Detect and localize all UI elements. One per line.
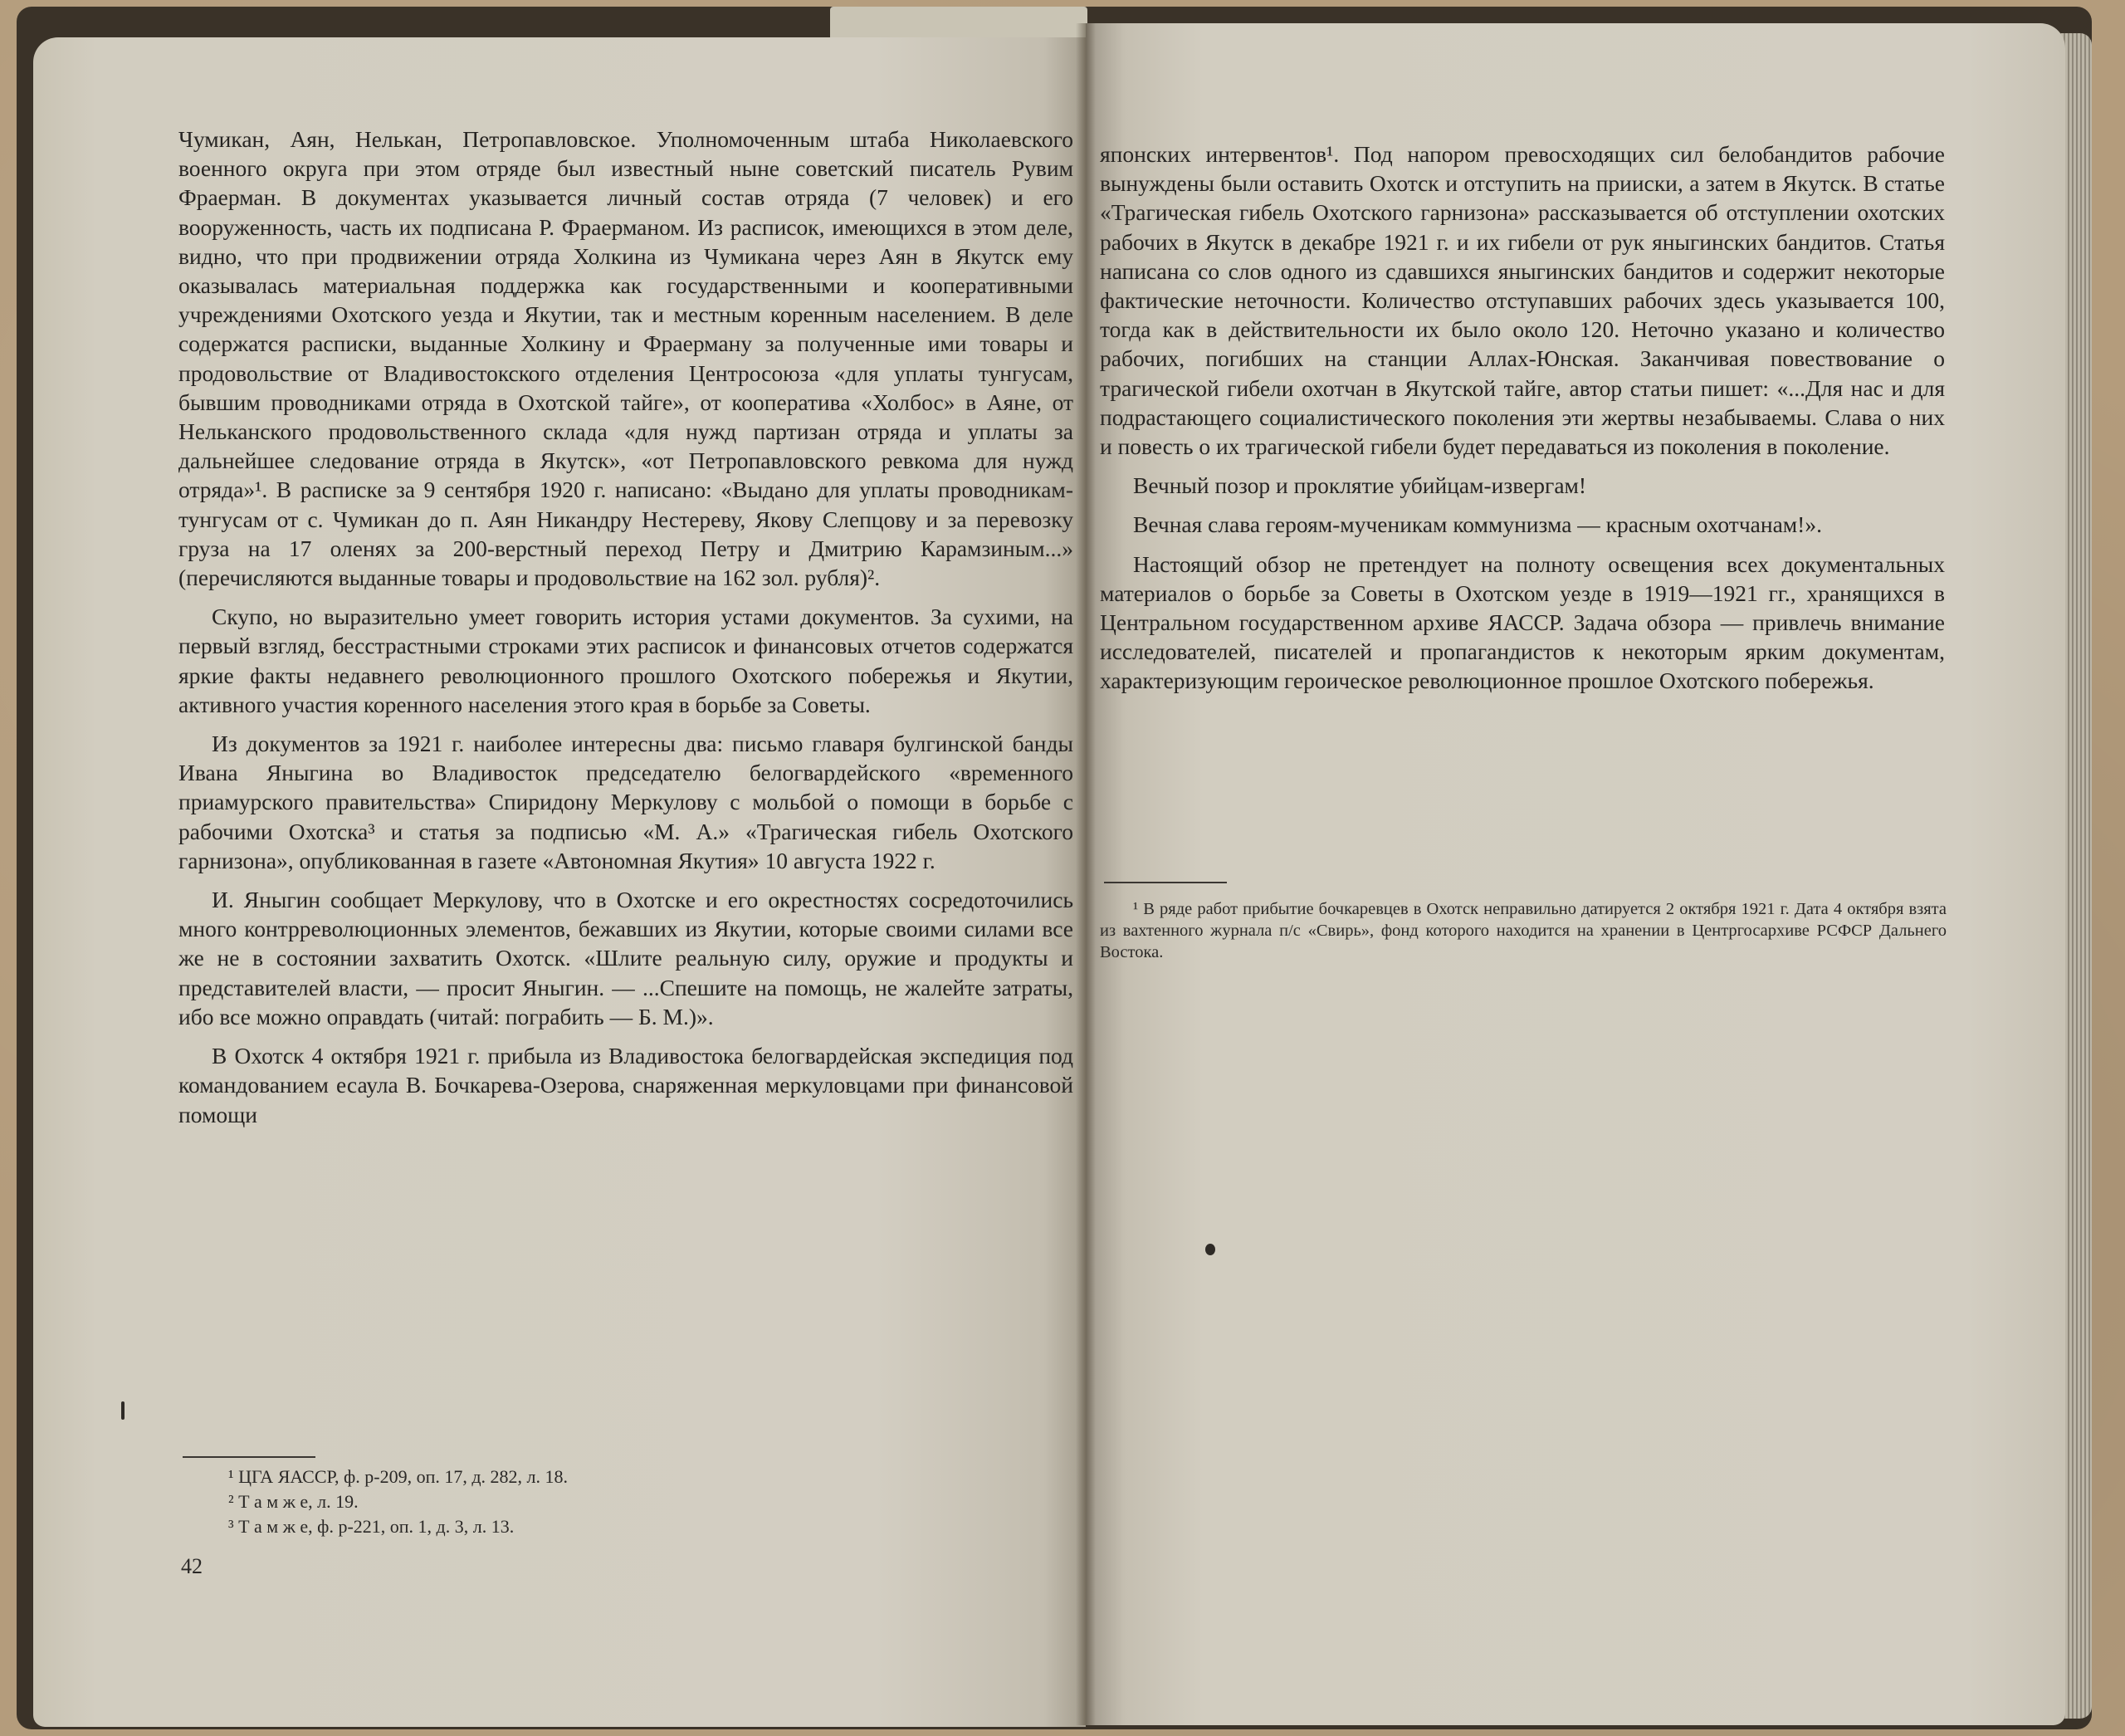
right-paragraph-4: Настоящий обзор не претендует на полноту освещения всех документальных материалов о борьбе за Советы в Охотском уезде в 1919—1921 гг., хранящихся в Центральном государственном архиве ЯАССР. Задача обзора — привлечь внимание исследователей, писателей и пропагандистов к некоторым ярким документам, характеризующим героическое революционное прошлое Охотского побережья. <box>1100 550 1945 694</box>
book-gutter <box>1076 23 1096 1725</box>
pencil-mark <box>121 1401 125 1420</box>
left-paragraph-1: Чумикан, Аян, Нелькан, Петропавловское. Уполномоченным штаба Николаевского военного округа при этом отряде был известный ныне советский писатель Рувим Фраерман. В документах указывается личный состав отряда (7 человек) и его вооруженность, часть их подписана Р. Фраерманом. Из расписок, имеющихся в этом деле, видно, что при продвижении отряда Холкина из Чумикана через Аян в Якутск ему оказывалась материальная поддержка как государственными и кооперативными учреждениями Охотского уезда и Якутии, так и местным коренным населением. В деле содержатся расписки, выданные Холкину и Фраерману за полученные ими товары и продовольствие от Владивостокского отделения Центросоюза «для уплаты тунгусам, бывшим проводниками отряда в Охотской тайге», от кооператива «Холбос» в Аяне, от Нельканского продовольственного склада «для нужд партизан отряда и уплаты за дальнейшее следование отряда в Якутск», «от Петропавловского ревкома для нужд отряда»¹. В расписке за 9 сентября 1920 г. написано: «Выдано для уплаты проводникам-тунгусам от с. Чумикан до п. Аян Никандру Нестереву, Якову Слепцову и за перевозку груза на 17 оленях за 200-верстный переход Петру и Дмитрию Карамзиным...» (перечисляются выданные товары и продовольствие на 162 зол. рубля)². <box>178 126 1073 591</box>
left-footnote-2: ² Т а м ж е, л. 19. <box>228 1491 359 1512</box>
left-paragraph-3: Из документов за 1921 г. наиболее интересны два: письмо главаря булгинской банды Ивана Яныгина во Владивосток председателю белогвардейского «временного приамурского правительства» Спиридону Меркулову с мольбой о помощи в борьбе с рабочими Охотска³ и статья за подписью «М. А.» «Трагическая гибель Охотского гарнизона», опубликованная в газете «Автономная Якутия» 10 августа 1922 г. <box>178 731 1073 873</box>
left-page-body <box>178 125 1073 1129</box>
right-page-body <box>1100 139 1945 696</box>
left-footnote-rule <box>183 1456 315 1458</box>
left-paragraph-2: Скупо, но выразительно умеет говорить история устами документов. За сухими, на первый взгляд, бесстрастными строками этих расписок и финансовых отчетов содержатся яркие факты недавнего революционного прошлого Охотского побережья и Якутии, активного участия коренного населения этого края в борьбе за Советы. <box>178 604 1073 717</box>
left-footnote-1: ¹ ЦГА ЯАССР, ф. р-209, оп. 17, д. 282, л. 18. <box>228 1466 569 1487</box>
right-paragraph-3: Вечная слава героям-мученикам коммунизма — красным охотчанам!». <box>1133 511 1822 538</box>
right-paragraph-1: японских интервентов¹. Под напором превосходящих сил белобандитов рабочие вынуждены были оставить Охотск и отступить на прииски, а затем в Якутск. В статье «Трагическая гибель Охотского гарнизона» рассказывается об отступлении охотских рабочих в Якутск в декабре 1921 г. и их гибели от рук яныгинских бандитов. Статья написана со слов одного из сдавшихся яныгинских бандитов и содержит некоторые фактические неточности. Количество отступавших рабочих здесь указывается 100, тогда как в действительности их было около 120. Неточно указано и количество рабочих, погибших на станции Аллах-Юнская. Заканчивая повествование о трагической гибели охотчан в Якутской тайге, автор статьи пишет: «...Для нас и для подрастающего социалистического поколения эти жертвы незабываемы. Слава о них и повесть о их трагической гибели будет передаваться из поколения в поколение. <box>1100 141 1945 460</box>
right-footnotes <box>1100 898 1947 963</box>
left-paragraph-4: И. Яныгин сообщает Меркулову, что в Охотске и его окрестностях сосредоточились много контрреволюционных элементов, бежавших из Якутии, которые своими силами все же не в состоянии захватить Охотск. «Шлите реальную силу, оружие и продукты и представителей власти, — просит Яныгин. — ...Спешите на помощь, не жалейте затраты, ибо все можно оправдать (читай: пограбить — Б. М.)». <box>178 887 1073 1029</box>
left-paragraph-5: В Охотск 4 октября 1921 г. прибыла из Владивостока белогвардейская экспедиция под командованием есаула В. Бочкарева-Озерова, снаряженная меркуловцами при финансовой помощи <box>178 1043 1073 1127</box>
left-footnotes <box>228 1465 809 1539</box>
ink-spot <box>1205 1244 1215 1255</box>
right-footnote-1: ¹ В ряде работ прибытие бочкаревцев в Охотск неправильно датируется 2 октября 1921 г. Дата 4 октября взята из вахтенного журнала п/с «Свирь», фонд которого находится на хранении в Центргосархиве РСФСР Дальнего Востока. <box>1100 900 1947 961</box>
page-number: 42 <box>181 1554 203 1578</box>
right-footnote-rule <box>1104 882 1227 883</box>
right-paragraph-2: Вечный позор и проклятие убийцам-извергам! <box>1133 472 1587 499</box>
left-footnote-3: ³ Т а м ж е, ф. р-221, оп. 1, д. 3, л. 13. <box>228 1516 515 1537</box>
